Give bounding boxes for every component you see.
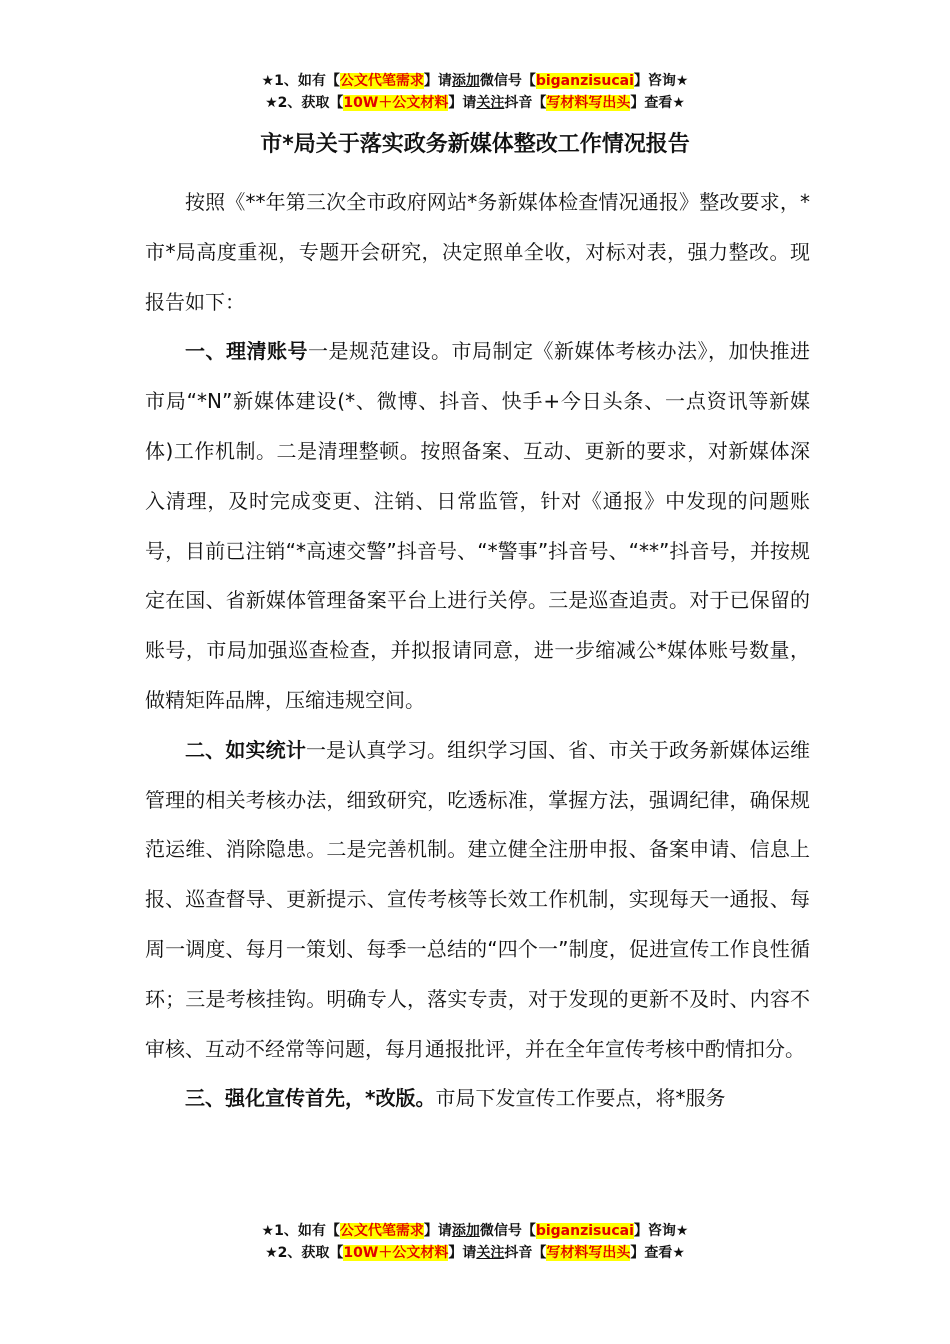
section-1-heading: 一、理清账号 — [185, 339, 308, 364]
document-title: 市*局关于落实政务新媒体整改工作情况报告 — [260, 132, 690, 157]
highlight-service: 公文代笔需求 — [339, 73, 424, 89]
section-3-heading: 三、强化宣传首先，*改版。 — [185, 1086, 436, 1111]
header-notice — [0, 70, 950, 114]
highlight-wechat-id: biganzisucai — [535, 73, 634, 89]
section-1-paragraph: 一、理清账号一是规范建设。市局制定《新媒体考核办法》，加快推进市局“*N”新媒体建设(*、微博、抖音、快手+今日头条、一点资讯等新媒体)工作机制。二是清理整顿。按照备案、互动、更新的要求，对新媒体深入清理，及时完成变更、注销、日常监管，针对《通报》中发现的问题账号，目前已注销“*高速交警”抖音号、“*警事”抖音号、“**”抖音号，并按规定在国、省新媒体管理备案平台上进行关停。三是巡查追责。对于已保留的账号，市局加强巡查检查，并拟报请同意，进一步缩减公*媒体账号数量，做精矩阵品牌，压缩违规空间。 — [145, 339, 810, 712]
footer-notice — [0, 1220, 950, 1264]
highlight-douyin: 写材料写出头 — [546, 95, 631, 111]
intro-paragraph: 按照《**年第三次全市政府网站*务新媒体检查情况通报》整改要求，*市*局高度重视，专题开会研究，决定照单全收，对标对表，强力整改。现报告如下： — [145, 190, 810, 314]
footer-notice-line-1: ★1、如有【公文代笔需求】请添加微信号【biganzisucai】咨询★ — [261, 1223, 689, 1239]
footer-notice-line-2: ★2、获取【10W＋公文材料】请关注抖音【写材料写出头】查看★ — [265, 1245, 685, 1261]
highlight-materials: 10W＋公文材料 — [343, 95, 449, 111]
section-2-heading: 二、如实统计 — [185, 737, 306, 762]
document-body — [145, 178, 810, 1124]
section-2-paragraph: 二、如实统计一是认真学习。组织学习国、省、市关于政务新媒体运维管理的相关考核办法，细致研究，吃透标准，掌握方法，强调纪律，确保规范运维、消除隐患。二是完善机制。建立健全注册申报、备案申请、信息上报、巡查督导、更新提示、宣传考核等长效工作机制，实现每天一通报、每周一调度、每月一策划、每季一总结的“四个一”制度，促进宣传工作良性循环；三是考核挂钩。明确专人，落实专责，对于发现的更新不及时、内容不审核、互动不经常等问题，每月通报批评，并在全年宣传考核中酌情扣分。 — [145, 737, 810, 1061]
notice-line-2: ★2、获取【10W＋公文材料】请关注抖音【写材料写出头】查看★ — [265, 95, 685, 111]
notice-line-1: ★1、如有【公文代笔需求】请添加微信号【biganzisucai】咨询★ — [261, 73, 689, 89]
section-3-paragraph: 三、强化宣传首先，*改版。市局下发宣传工作要点，将*服务 — [185, 1086, 726, 1111]
